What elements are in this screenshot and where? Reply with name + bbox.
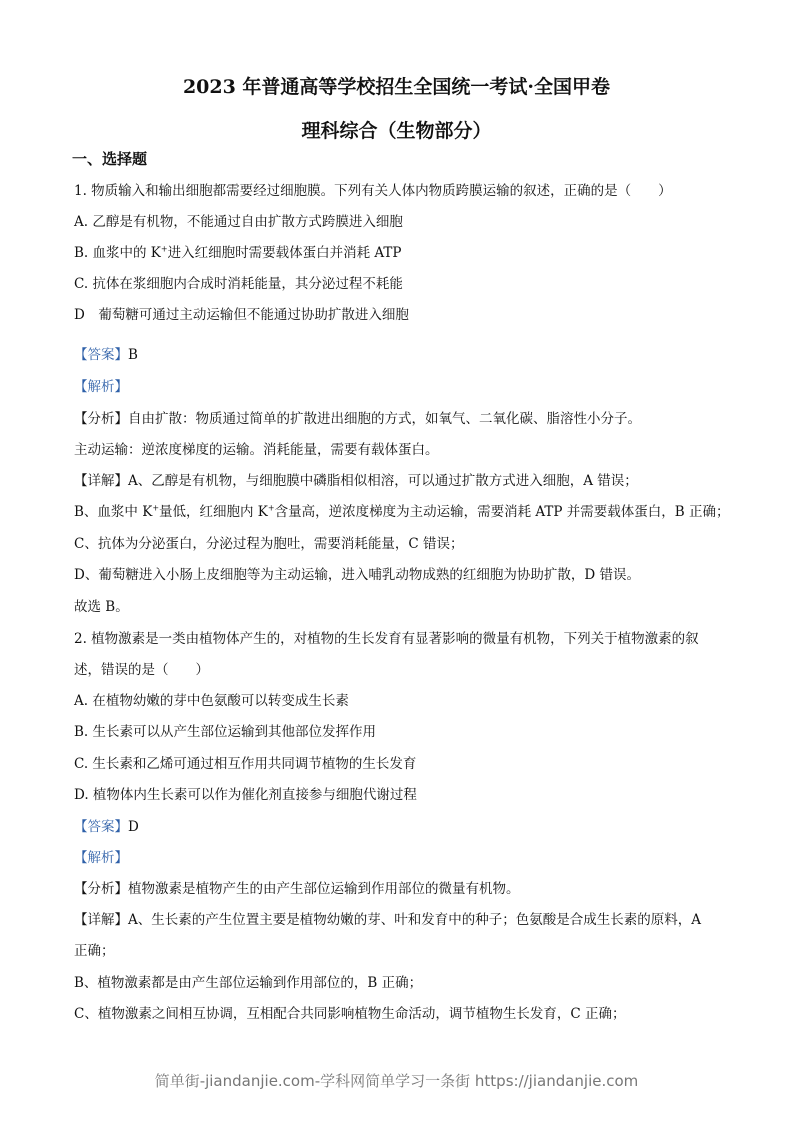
q1-conclusion: 故选 B。	[74, 599, 129, 615]
q2-option-b: B. 生长素可以从产生部位运输到其他部位发挥作用	[74, 724, 377, 740]
q2-fenxi: 【分析】植物激素是植物产生的由产生部位运输到作用部位的微量有机物。	[74, 881, 520, 897]
q1-option-d: D 葡萄糖可通过主动运输但不能通过协助扩散进入细胞	[74, 307, 409, 323]
q1-stem: 1. 物质输入和输出细胞都需要经过细胞膜。下列有关人体内物质跨膜运输的叙述，正确的是（ ）	[74, 183, 672, 199]
q1-detail-a: 【详解】A、乙醇是有机物，与细胞膜中磷脂相似相溶，可以通过扩散方式进入细胞，A 错误；	[74, 473, 638, 489]
q1-fenxi-2: 主动运输：逆浓度梯度的运输。消耗能量，需要有载体蛋白。	[74, 442, 439, 458]
q2-stem-line1: 2. 植物激素是一类由植物体产生的，对植物的生长发育有显著影响的微量有机物，下列关于植物激素的叙	[74, 631, 699, 647]
q1-fenxi: 【分析】自由扩散：物质通过简单的扩散进出细胞的方式，如氧气、二氧化碳、脂溶性小分子。	[74, 411, 641, 427]
q1-detail-b: B、血浆中 K+量低，红细胞内 K+含量高，逆浓度梯度为主动运输，需要消耗 ATP 并需要载体蛋白，B 正确；	[74, 503, 730, 520]
exam-title: 2023 年普通高等学校招生全国统一考试·全国甲卷	[182, 76, 611, 98]
q2-detail-c: C、植物激素之间相互协调，互相配合共同影响植物生命活动，调节植物生长发育，C 正确；	[74, 1006, 626, 1022]
q2-detail-a: 【详解】A、生长素的产生位置主要是植物幼嫩的芽、叶和发育中的种子；色氨酸是合成生长素的原料，A	[74, 912, 701, 928]
q2-detail-b: B、植物激素都是由产生部位运输到作用部位的，B 正确；	[74, 975, 423, 991]
q2-option-d: D. 植物体内生长素可以作为催化剂直接参与细胞代谢过程	[74, 787, 417, 803]
q1-analysis-label: 【解析】	[74, 379, 128, 395]
q2-option-a: A. 在植物幼嫩的芽中色氨酸可以转变成生长素	[74, 693, 349, 709]
q2-stem-line2: 述，错误的是（ ）	[74, 662, 209, 678]
exam-subtitle: 理科综合（生物部分）	[301, 120, 492, 142]
q1-detail-d: D、葡萄糖进入小肠上皮细胞等为主动运输，进入哺乳动物成熟的红细胞为协助扩散，D 错误。	[74, 567, 640, 583]
q2-analysis-label: 【解析】	[74, 850, 128, 866]
footer-watermark: 简单街-jiandanjie.com-学科网简单学习一条街 https://jiandanjie.com	[154, 1072, 639, 1090]
q2-option-c: C. 生长素和乙烯可通过相互作用共同调节植物的生长发育	[74, 756, 417, 772]
section-heading: 一、选择题	[72, 150, 148, 168]
q1-option-c: C. 抗体在浆细胞内合成时消耗能量，其分泌过程不耗能	[74, 276, 403, 292]
q1-answer: 【答案】B	[74, 347, 138, 363]
q1-option-b: B. 血浆中的 K+进入红细胞时需要载体蛋白并消耗 ATP	[74, 244, 402, 261]
q2-answer: 【答案】D	[74, 819, 139, 835]
q2-detail-a-cont: 正确；	[74, 943, 115, 959]
q1-detail-c: C、抗体为分泌蛋白，分泌过程为胞吐，需要消耗能量，C 错误；	[74, 536, 464, 552]
q1-option-a: A. 乙醇是有机物，不能通过自由扩散方式跨膜进入细胞	[74, 214, 403, 230]
